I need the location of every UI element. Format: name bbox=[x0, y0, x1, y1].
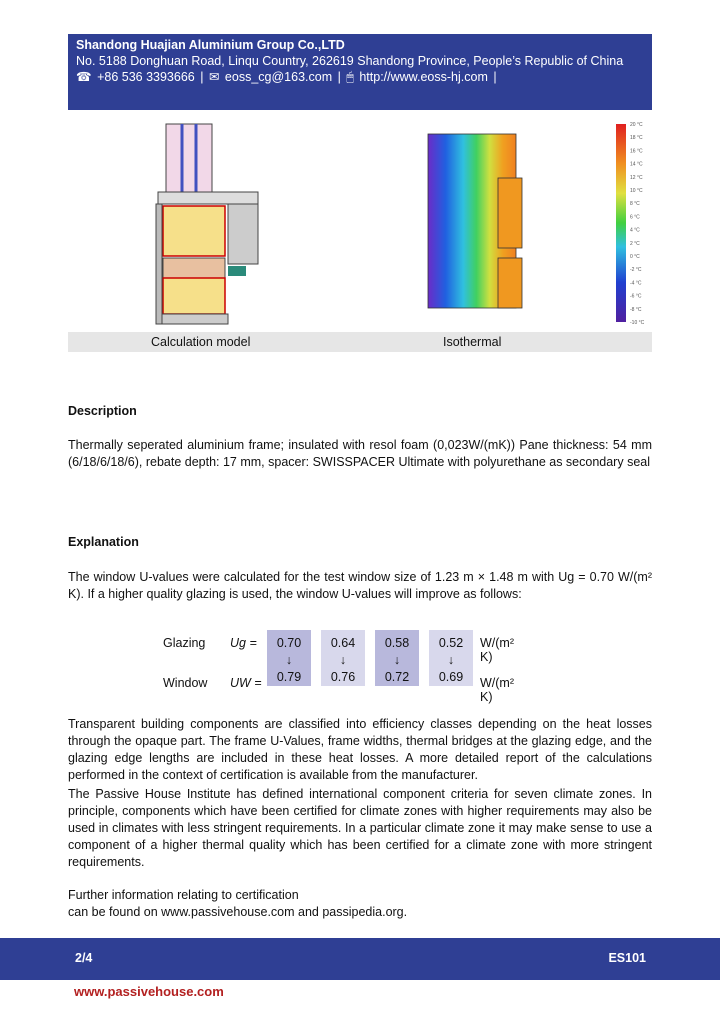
further-info-line1: Further information relating to certification bbox=[68, 888, 299, 902]
website-link[interactable]: http://www.eoss-hj.com bbox=[359, 70, 488, 84]
footer-bar bbox=[0, 938, 720, 980]
ug-symbol: Ug = bbox=[230, 636, 257, 650]
scale-label: 4 °C bbox=[630, 227, 640, 234]
uw-value: 0.79 bbox=[276, 670, 302, 684]
climate-zone-text: The Passive House Institute has defined international component criteria for seven climate zones. In principle, components which have been certified for climate zones with higher requirements may also be used in climates with less stringent requirements. In a particular climate zone it may make sense to use a component of a higher thermal quality which has been certified for a climate zone with more stringent requirements. bbox=[68, 787, 652, 869]
page-number: 2/4 bbox=[75, 951, 93, 965]
scale-label: 6 °C bbox=[630, 214, 640, 221]
uw-value: 0.76 bbox=[330, 670, 356, 684]
ug-unit: W/(m² K) bbox=[480, 636, 515, 664]
temperature-scale bbox=[616, 122, 645, 326]
description-text: Thermally seperated aluminium frame; insulated with resol foam (0,023W/(mK)) Pane thickness: 54 mm (6/18/6/18/6), rebate depth: 17 mm, spacer: SWISSPACER Ultimate with polyurethane as secondary seal bbox=[68, 438, 652, 469]
email-icon: ✉ bbox=[208, 70, 220, 84]
figures-svg bbox=[68, 118, 652, 332]
scale-label: 10 °C bbox=[630, 188, 643, 194]
window-label: Window bbox=[163, 676, 208, 690]
company-address: No. 5188 Donghuan Road, Linqu Country, 262619 Shandong Province, People’s Republic of China bbox=[76, 54, 624, 68]
document-code: ES101 bbox=[608, 951, 646, 965]
caption-calculation-model: Calculation model bbox=[151, 335, 251, 349]
u-value-column bbox=[375, 630, 419, 686]
scale-label: -2 °C bbox=[630, 267, 642, 274]
web-icon: 🖱 bbox=[346, 70, 354, 84]
arrow-icon: ↓ bbox=[285, 653, 293, 667]
ug-value: 0.70 bbox=[276, 636, 302, 650]
contact-line bbox=[76, 69, 644, 85]
arrow-icon: ↓ bbox=[447, 653, 455, 667]
scale-label: 18 °C bbox=[630, 135, 643, 142]
phone-number: +86 536 3393666 bbox=[97, 70, 195, 84]
u-value-column bbox=[267, 630, 311, 686]
u-value-column bbox=[429, 630, 473, 686]
scale-label: 16 °C bbox=[630, 148, 643, 155]
separator: | bbox=[493, 70, 497, 84]
separator: | bbox=[337, 70, 341, 84]
arrow-icon: ↓ bbox=[393, 653, 401, 667]
isothermal-drawing bbox=[428, 134, 522, 308]
ug-value: 0.64 bbox=[330, 636, 356, 650]
explanation-heading: Explanation bbox=[68, 535, 139, 549]
u-value-column bbox=[321, 630, 365, 686]
scale-label: 0 °C bbox=[630, 254, 640, 260]
further-info-line2: can be found on www.passivehouse.com and passipedia.org. bbox=[68, 905, 408, 919]
scale-label: 20 °C bbox=[630, 122, 643, 128]
scale-label: -8 °C bbox=[630, 306, 642, 313]
separator: | bbox=[200, 70, 204, 84]
uw-symbol: UW = bbox=[230, 676, 262, 690]
description-heading: Description bbox=[68, 404, 137, 418]
caption-isothermal: Isothermal bbox=[443, 335, 502, 349]
explanation-intro: The window U-values were calculated for the test window size of 1.23 m × 1.48 m with Ug = 0.70 W/(m² K). If a higher quality glazing is used, the window U-values will improve as follows: bbox=[68, 570, 652, 601]
calculation-model-drawing bbox=[156, 124, 258, 324]
passivehouse-link[interactable]: www.passivehouse.com bbox=[74, 984, 224, 999]
scale-label: 8 °C bbox=[630, 201, 640, 208]
figures-area bbox=[68, 118, 652, 332]
uw-value: 0.69 bbox=[438, 670, 464, 684]
uw-value: 0.72 bbox=[384, 670, 410, 684]
ug-value: 0.58 bbox=[384, 636, 410, 650]
scale-label: 12 °C bbox=[630, 174, 643, 181]
scale-label: 2 °C bbox=[630, 240, 640, 247]
efficiency-class-text: Transparent building components are classified into efficiency classes depending on the heat losses through the opaque part. The frame U-Values, frame widths, thermal bridges at the glazing edge, and the glazing edge lengths are included in these heat losses. A more detailed report of the calculations performed in the context of certification is available from the manufacturer. bbox=[68, 717, 652, 782]
scale-label: -4 °C bbox=[630, 280, 642, 287]
glazing-label: Glazing bbox=[163, 636, 206, 650]
email-address[interactable]: eoss_cg@163.com bbox=[224, 70, 333, 84]
company-name: Shandong Huajian Aluminium Group Co.,LTD bbox=[76, 38, 345, 52]
figure-captions bbox=[68, 332, 652, 352]
scale-label: -10 °C bbox=[630, 320, 645, 326]
uw-unit: W/(m² K) bbox=[480, 676, 515, 704]
phone-icon: ☎ bbox=[76, 70, 92, 84]
arrow-icon: ↓ bbox=[339, 653, 347, 667]
company-header bbox=[68, 34, 652, 110]
scale-label: -6 °C bbox=[630, 293, 642, 300]
ug-value: 0.52 bbox=[438, 636, 464, 650]
scale-label: 14 °C bbox=[630, 161, 643, 168]
